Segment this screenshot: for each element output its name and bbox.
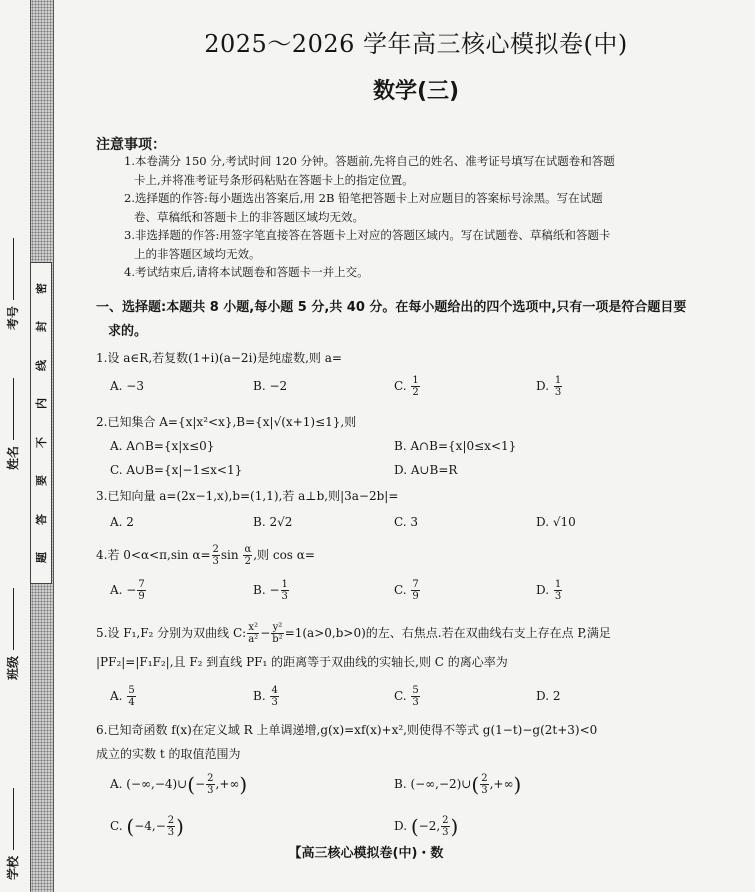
option-b[interactable] — [253, 578, 290, 602]
numerator: 2 — [167, 815, 175, 826]
question-stem: 6.已知奇函数 f(x)在定义域 R 上单调递增,g(x)=xf(x)+x²,则使得不等式 g(1−t)−g(2t+3)<0 — [96, 723, 598, 737]
stem-text: − — [260, 626, 271, 640]
options — [96, 772, 696, 806]
numerator: 5 — [412, 685, 419, 696]
denominator: 9 — [138, 591, 145, 602]
option-text: −2, — [418, 819, 441, 833]
option-label: C. — [394, 583, 407, 597]
option-label: B. (−∞,−2)∪ — [394, 777, 472, 791]
option-a[interactable]: A. −3 — [110, 379, 144, 393]
fraction — [554, 375, 562, 398]
section-line: 求的。 — [108, 324, 148, 339]
option-a[interactable]: A. (−∞,−4)∪(− $\frac{2}{3}$ ,+∞) — [110, 772, 248, 797]
question-5 — [96, 620, 696, 708]
name-field — [4, 378, 21, 470]
fraction — [441, 815, 449, 838]
option-label: A. — [110, 689, 123, 703]
option-label: D. — [536, 583, 550, 597]
option-b[interactable]: B. −2 — [253, 379, 288, 393]
subject-title: 数学(三) — [372, 79, 460, 104]
option-label: A. (−∞,−4)∪ — [110, 777, 188, 791]
option-c[interactable]: C. (−4,− $\frac{2}{3}$ ) — [110, 814, 184, 839]
option-d[interactable]: D. (−2, $\frac{2}{3}$ ) — [394, 814, 459, 839]
notice-line: 3.非选择题的作答:用签字笔直接答在答题卡上对应的答题区域内。写在试题卷、草稿纸和答题卡 — [124, 228, 611, 242]
option-label: C. — [110, 819, 123, 833]
fraction — [167, 815, 175, 838]
exam-number-label: 考号 — [6, 305, 20, 330]
denominator: 3 — [167, 827, 175, 838]
options — [96, 578, 696, 602]
numerator: 1 — [554, 579, 562, 590]
notice-item — [124, 226, 694, 263]
option-b[interactable]: B. (−∞,−2)∪( $\frac{2}{3}$ ,+∞) — [394, 772, 522, 797]
stem-text: sin — [220, 548, 239, 562]
denominator: a² — [248, 634, 259, 645]
stem-text: =1(a>0,b>0)的左、右焦点.若在双曲线右支上存在点 P,满足 — [284, 626, 611, 640]
section-line: 一、选择题:本题共 8 小题,每小题 5 分,共 40 分。在每小题给出的四个选项中,只有一项是符合题目要 — [96, 300, 687, 315]
fraction — [212, 544, 220, 567]
numerator: 2 — [481, 773, 488, 784]
question-4 — [96, 542, 696, 602]
option-d[interactable]: D. A∪B=R — [394, 463, 458, 477]
option-label: B. — [253, 689, 266, 703]
school-field — [4, 788, 21, 880]
stem-text: 5.设 F₁,F₂ 分别为双曲线 C: — [96, 626, 247, 640]
denominator: 3 — [554, 591, 562, 602]
option-b[interactable] — [253, 684, 280, 708]
options — [96, 510, 696, 534]
question-stem: 2.已知集合 A={x|x²<x},B={x|√(x+1)≤1},则 — [96, 415, 357, 429]
denominator: 4 — [128, 697, 135, 708]
numerator: x² — [248, 622, 259, 633]
numerator: 5 — [128, 685, 135, 696]
denominator: 9 — [412, 591, 419, 602]
numerator: 2 — [442, 815, 449, 826]
option-label: D. — [394, 819, 408, 833]
notice-line: 4.考试结束后,请将本试题卷和答题卡一并上交。 — [124, 265, 369, 279]
option-b[interactable]: B. A∩B={x|0≤x<1} — [394, 439, 517, 453]
fraction — [206, 773, 214, 796]
class-field — [4, 588, 21, 680]
question-stem — [96, 620, 696, 646]
option-label: D. — [536, 379, 550, 393]
option-b[interactable]: B. 2√2 — [253, 515, 293, 529]
numerator: 7 — [412, 579, 419, 590]
numerator: α — [244, 544, 252, 555]
numerator: y² — [272, 622, 283, 633]
question-stem: |PF₂|=|F₁F₂|,且 F₂ 到直线 PF₁ 的距离等于双曲线的实轴长,则 C 的离心率为 — [96, 655, 508, 669]
option-text: − — [195, 777, 206, 791]
options — [96, 684, 696, 708]
options — [96, 458, 696, 482]
denominator: 3 — [281, 591, 288, 602]
fraction — [411, 685, 419, 708]
denominator: 3 — [271, 697, 278, 708]
notice-item — [124, 263, 694, 282]
seal-char: 封 — [34, 321, 48, 333]
notice-item — [124, 152, 694, 189]
numerator: 1 — [281, 579, 288, 590]
fraction — [127, 685, 135, 708]
exam-title: 2025～2026 学年高三核心模拟卷(中) — [204, 30, 628, 58]
notice-line: 卷、草稿纸和答题卡上的非答题区域均无效。 — [134, 209, 364, 224]
fraction — [270, 685, 278, 708]
option-text: ,+∞ — [215, 777, 240, 791]
notice-item — [124, 189, 694, 226]
seal-char: 题 — [34, 552, 48, 564]
name-label: 姓名 — [6, 445, 20, 470]
question-stem: 1.设 a∈R,若复数(1+i)(a−2i)是纯虚数,则 a= — [96, 351, 342, 365]
option-d[interactable] — [536, 374, 563, 398]
numerator: 1 — [412, 375, 419, 386]
notice-line: 2.选择题的作答:每小题选出答案后,用 2B 铅笔把答题卡上对应题目的答案标号涂黑。写在试题 — [124, 191, 603, 205]
numerator: 7 — [138, 579, 145, 590]
fraction — [554, 579, 562, 602]
option-text: ,+∞ — [489, 777, 514, 791]
question-3 — [96, 486, 696, 534]
seal-char: 答 — [34, 513, 48, 525]
option-label: A. − — [110, 583, 137, 597]
option-d[interactable]: D. √10 — [536, 515, 576, 529]
numerator: 2 — [212, 544, 219, 555]
question-stem — [96, 542, 696, 568]
denominator: 3 — [212, 556, 219, 567]
fraction — [281, 579, 289, 602]
seal-char: 内 — [34, 398, 48, 410]
option-d[interactable] — [536, 578, 563, 602]
notice-line: 1.本卷满分 150 分,考试时间 120 分钟。答题前,先将自己的姓名、准考证号填写在试题卷和答题 — [124, 154, 615, 168]
denominator: 3 — [207, 785, 214, 796]
option-a[interactable] — [110, 578, 147, 602]
option-d[interactable]: D. 2 — [536, 689, 561, 703]
stem-text: ,则 cos α= — [253, 548, 315, 562]
page-footer: 【高三核心模拟卷(中)・数 — [288, 846, 444, 861]
option-text: −4,− — [134, 819, 166, 833]
option-a[interactable]: A. 2 — [110, 515, 134, 529]
seal-char: 要 — [34, 475, 48, 487]
notice-list — [124, 152, 694, 282]
option-c[interactable] — [394, 578, 421, 602]
seal-char: 不 — [34, 436, 48, 448]
seal-char: 线 — [34, 359, 48, 371]
notice-line: 卡上,并将准考证号条形码粘贴在答题卡上的指定位置。 — [134, 172, 414, 187]
denominator: 2 — [412, 387, 419, 398]
fraction — [411, 375, 419, 398]
fraction — [137, 579, 145, 602]
options — [96, 434, 696, 458]
denominator: 3 — [481, 785, 488, 796]
fraction — [247, 622, 259, 645]
question-6 — [96, 718, 696, 848]
option-label: C. — [394, 689, 407, 703]
class-label: 班级 — [6, 655, 20, 680]
denominator: 2 — [244, 556, 252, 567]
denominator: 3 — [412, 697, 419, 708]
option-label: C. — [394, 379, 407, 393]
question-stem: 成立的实数 t 的取值范围为 — [96, 747, 241, 761]
options — [96, 374, 696, 398]
option-c[interactable]: C. 3 — [394, 515, 419, 529]
notice-heading: 注意事项： — [96, 137, 166, 153]
denominator: b² — [272, 634, 283, 645]
option-c[interactable]: C. A∪B={x|−1≤x<1} — [110, 463, 243, 477]
fraction — [243, 544, 252, 567]
section-heading — [96, 296, 696, 344]
numerator: 2 — [207, 773, 214, 784]
question-1 — [96, 348, 696, 398]
numerator: 1 — [554, 375, 562, 386]
denominator: 3 — [442, 827, 449, 838]
numerator: 4 — [271, 685, 278, 696]
fraction — [480, 773, 488, 796]
exam-number-field — [4, 238, 21, 330]
notice-line: 上的非答题区域均无效。 — [134, 246, 261, 261]
option-a[interactable] — [110, 684, 137, 708]
fraction — [271, 622, 283, 645]
question-stem: 3.已知向量 a=(2x−1,x),b=(1,1),若 a⊥b,则|3a−2b|= — [96, 489, 399, 503]
seal-char: 密 — [34, 282, 48, 294]
school-label: 学校 — [6, 855, 20, 880]
option-label: B. − — [253, 583, 280, 597]
option-c[interactable] — [394, 374, 421, 398]
question-2 — [96, 412, 696, 482]
seal-notice — [30, 262, 52, 584]
option-c[interactable] — [394, 684, 421, 708]
denominator: 3 — [554, 387, 562, 398]
stem-text: 4.若 0<α<π,sin α= — [96, 548, 211, 562]
option-a[interactable]: A. A∩B={x|x≤0} — [110, 439, 215, 453]
fraction — [411, 579, 419, 602]
